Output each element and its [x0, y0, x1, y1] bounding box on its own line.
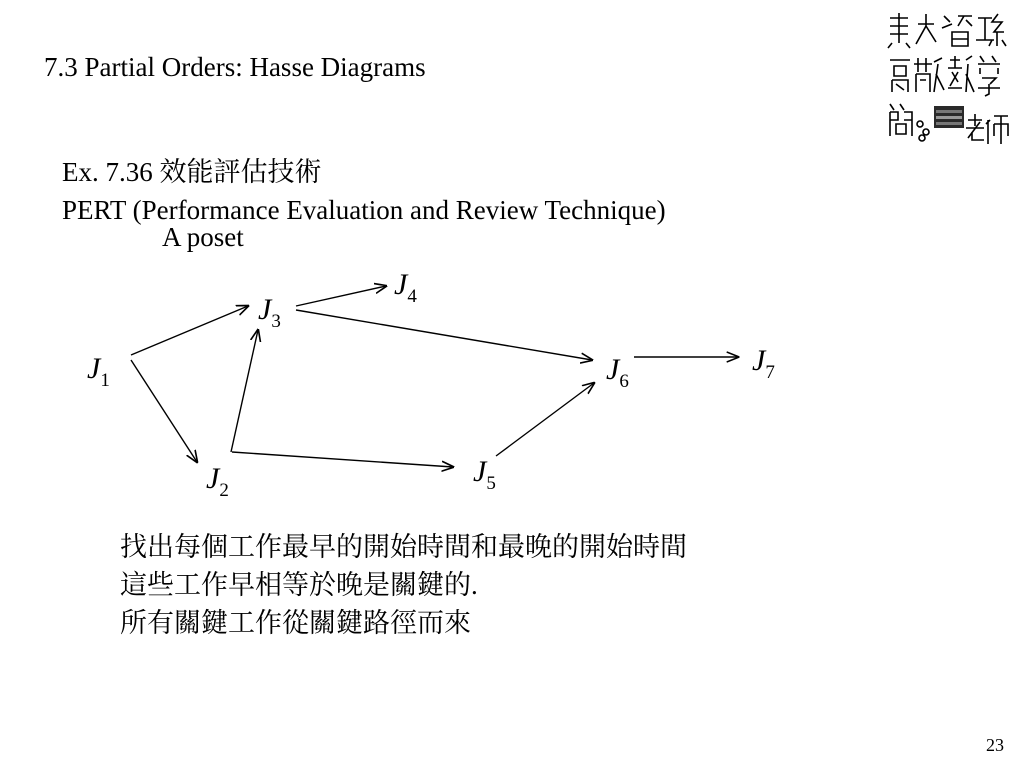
edge-j5-j6 [496, 383, 594, 456]
node-j1: $J_1$ [87, 352, 110, 391]
node-j6: $J_6$ [606, 353, 629, 392]
slide-title: 7.3 Partial Orders: Hasse Diagrams [44, 52, 426, 82]
body-line-1: 找出每個工作最早的開始時間和最晚的開始時間 [120, 532, 687, 562]
poset-subheading: A poset [162, 222, 244, 252]
page-number: 23 [986, 735, 1004, 755]
node-j3: $J_3$ [258, 293, 281, 332]
node-j7: $J_7$ [752, 344, 775, 383]
body-line-3: 所有關鍵工作從關鍵路徑而來 [120, 608, 471, 638]
edge-j1-j3 [131, 306, 248, 355]
example-label: Ex. 7.36 效能評估技術 [62, 157, 322, 187]
node-j4: $J_4$ [394, 268, 417, 307]
body-text [120, 528, 687, 642]
edge-j1-j2 [131, 360, 197, 462]
node-j2: $J_2$ [206, 462, 229, 501]
edge-j3-j6 [296, 310, 592, 360]
body-line-2: 這些工作早相等於晚是關鍵的. [120, 570, 478, 600]
edge-j2-j3 [231, 330, 258, 452]
pert-heading: PERT (Performance Evaluation and Review Technique) [62, 195, 666, 225]
node-j5: $J_5$ [473, 455, 496, 494]
edge-j2-j5 [232, 452, 453, 467]
edge-j3-j4 [296, 286, 386, 306]
